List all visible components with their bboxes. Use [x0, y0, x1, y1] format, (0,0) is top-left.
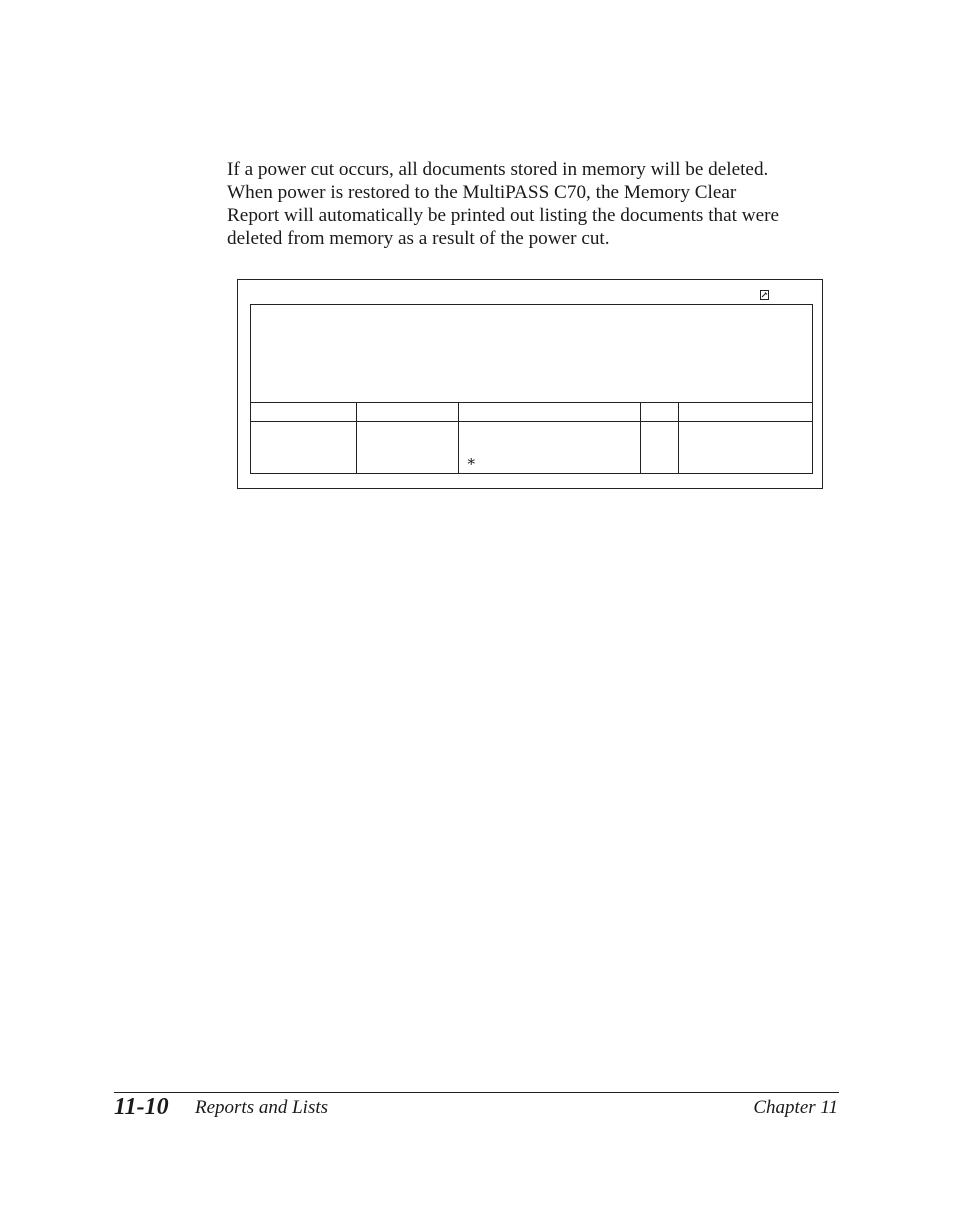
table-header-cell: [678, 403, 812, 422]
page-number: 11-10: [114, 1094, 169, 1120]
table-header-row: [251, 403, 812, 422]
asterisk-mark: *: [467, 455, 475, 473]
intro-paragraph: [227, 158, 852, 250]
section-title: Reports and Lists: [195, 1097, 329, 1118]
intro-line: If a power cut occurs, all documents stored in memory will be deleted.: [227, 159, 769, 180]
table-cell: [458, 422, 640, 473]
table-cell: [640, 422, 678, 473]
intro-line: When power is restored to the MultiPASS C70, the Memory Clear: [227, 182, 737, 203]
table-header-cell: [251, 403, 356, 422]
table-row: [251, 422, 812, 473]
table-cell: [356, 422, 458, 473]
table-header-cell: [356, 403, 458, 422]
table-cell: [678, 422, 812, 473]
table-header-cell: [458, 403, 640, 422]
table-cell: [251, 422, 356, 473]
footer-divider: [114, 1092, 839, 1093]
table-header-cell: [640, 403, 678, 422]
intro-line: deleted from memory as a result of the power cut.: [227, 228, 610, 249]
report-table: [251, 402, 812, 473]
chapter-label: Chapter 11: [753, 1097, 838, 1118]
report-header-area: [251, 305, 812, 403]
memory-clear-report-sample: [237, 279, 823, 489]
report-body: [250, 304, 813, 474]
intro-line: Report will automatically be printed out listing the documents that were: [227, 205, 780, 226]
document-icon: [760, 290, 769, 300]
